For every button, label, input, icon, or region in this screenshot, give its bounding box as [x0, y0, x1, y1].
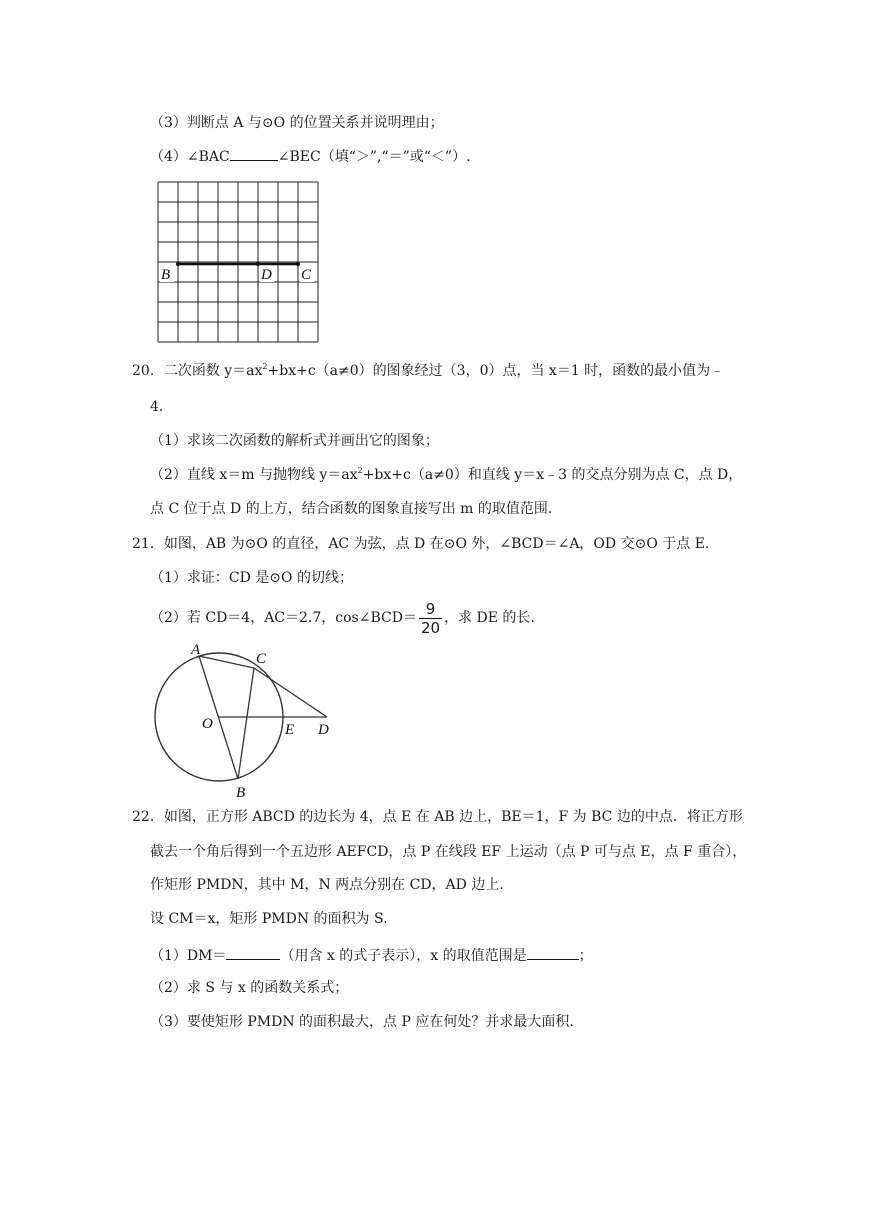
point-d	[256, 262, 260, 266]
label-e: E	[285, 722, 295, 738]
q22-part1	[150, 945, 593, 965]
q22-part1-text-c: ；	[578, 948, 593, 964]
label-c: C	[301, 267, 312, 283]
q20-part2-cont: 点 C 位于点 D 的上方，结合函数的图象直接写出 m 的取值范围.	[150, 501, 553, 517]
q20-stem	[132, 362, 724, 380]
q19-part3: （3）判断点 A 与⊙O 的位置关系并说明理由；	[150, 115, 444, 131]
point-c	[296, 262, 300, 266]
label-d: D	[261, 267, 272, 283]
q19-part4-text-a: （4）∠BAC	[150, 149, 230, 165]
x-range-answer-blank[interactable]	[527, 945, 579, 960]
q22-stem-line4: 设 CM＝x，矩形 PMDN 的面积为 S.	[150, 911, 388, 927]
label-c2: C	[256, 651, 267, 667]
q21-part1: （1）求证：CD 是⊙O 的切线；	[150, 570, 353, 586]
label-b2: B	[236, 785, 246, 801]
q20-superscript: 2	[262, 362, 268, 371]
segment-ac	[199, 656, 254, 668]
q22-part2: （2）求 S 与 x 的函数关系式；	[150, 980, 349, 996]
segment-cb	[238, 668, 254, 779]
q21-stem: 21．如图，AB 为⊙O 的直径，AC 为弦，点 D 在⊙O 外，∠BCD＝∠A，OD 交⊙O 于点 E.	[132, 536, 710, 552]
label-b: B	[161, 267, 171, 283]
dm-answer-blank[interactable]	[226, 945, 280, 960]
q20-stem-cont: 4．	[150, 399, 173, 415]
q20-part2-text-a: （2）直线 x＝m 与抛物线 y＝ax	[150, 467, 358, 483]
q22-part3: （3）要使矩形 PMDN 的面积最大，点 P 应在何处？并求最大面积.	[150, 1014, 574, 1030]
label-o: O	[202, 716, 213, 732]
q21-part2-text-b: ，求 DE 的长.	[444, 610, 535, 626]
grid-figure	[150, 178, 325, 350]
segment-cd	[254, 668, 327, 717]
fraction-numerator: 9	[419, 600, 442, 619]
circle-figure	[150, 642, 340, 802]
q20-part2-superscript: 2	[357, 466, 363, 475]
label-a: A	[191, 642, 201, 658]
q19-part4-text-b: ∠BEC（填“＞”,“＝”或“＜”）.	[277, 149, 471, 165]
q20-text-a: 20．二次函数 y＝ax	[132, 363, 263, 379]
fraction	[419, 600, 442, 637]
q22-stem-line3: 作矩形 PMDN，其中 M，N 两点分别在 CD，AD 边上.	[150, 877, 504, 893]
q19-part4	[150, 146, 471, 166]
q20-part1: （1）求该二次函数的解析式并画出它的图象；	[150, 433, 439, 449]
q22-stem-line2: 截去一个角后得到一个五边形 AEFCD，点 P 在线段 EF 上运动（点 P 可与点 E，点 F 重合），	[150, 844, 747, 860]
answer-blank[interactable]	[230, 146, 278, 161]
fraction-denominator: 20	[420, 618, 441, 637]
point-b	[176, 262, 180, 266]
q22-stem-line1: 22．如图，正方形 ABCD 的边长为 4，点 E 在 AB 边上，BE＝1，F 为 BC 边的中点．将正方形	[132, 809, 743, 825]
label-d2: D	[318, 722, 329, 738]
q21-part2	[150, 598, 535, 638]
q22-part1-text-b: （用含 x 的式子表示），x 的取值范围是	[280, 948, 527, 964]
q21-part2-text-a: （2）若 CD＝4，AC＝2.7，cos∠BCD＝	[150, 610, 417, 626]
q20-part2	[150, 466, 742, 484]
q20-part2-text-b: +bx+c（a≠0）和直线 y＝x﹣3 的交点分别为点 C，点 D，	[362, 467, 743, 483]
q22-part1-text-a: （1）DM＝	[150, 948, 227, 964]
q20-text-b: +bx+c（a≠0）的图象经过（3，0）点，当 x＝1 时，函数的最小值为﹣	[267, 363, 725, 379]
